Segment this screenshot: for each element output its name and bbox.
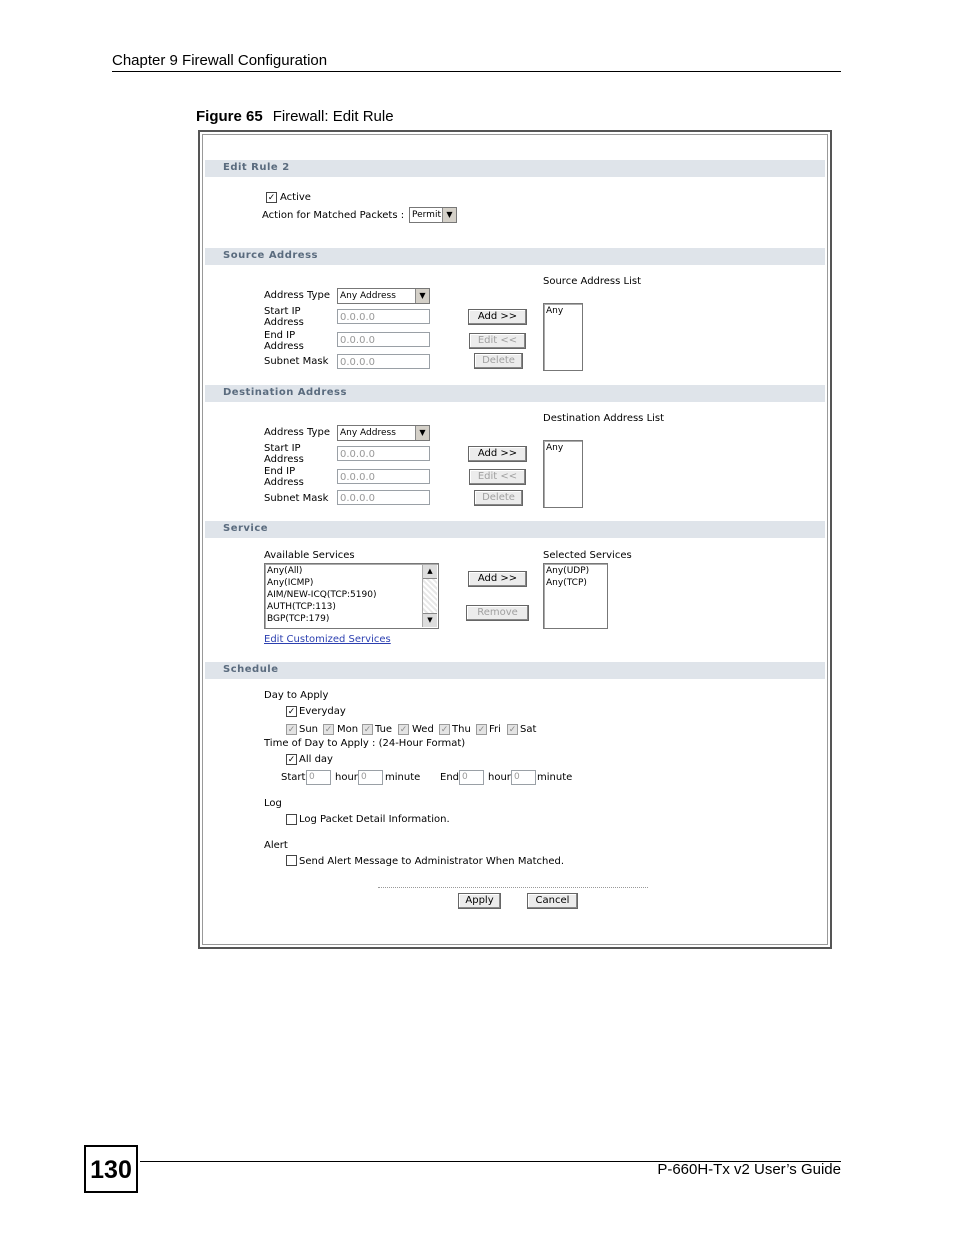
dst-start-ip-input[interactable]: 0.0.0.0 <box>337 446 430 461</box>
source-list-label: Source Address List <box>543 276 642 287</box>
dst-address-type-select[interactable] <box>337 425 430 441</box>
alert-option-label: Send Alert Message to Administrator When Matched. <box>299 856 565 867</box>
end-hour-label: hour <box>488 772 511 783</box>
section-schedule <box>205 662 825 679</box>
thu-checkbox[interactable]: ✓ <box>440 724 449 734</box>
action-label: Action for Matched Packets : <box>262 210 405 221</box>
figure-title: Firewall: Edit Rule <box>272 108 394 125</box>
src-address-type-value: Any Address <box>340 291 396 301</box>
section-title: Edit Rule 2 <box>223 162 290 173</box>
action-select[interactable] <box>409 207 457 223</box>
src-address-type-select[interactable] <box>337 288 430 304</box>
destination-address-list[interactable] <box>543 440 583 508</box>
sun-checkbox[interactable]: ✓ <box>287 724 296 734</box>
src-address-type-label: Address Type <box>264 290 330 301</box>
mon-label: Mon <box>337 724 359 735</box>
end-label: End <box>440 772 460 783</box>
active-checkbox[interactable]: ✓ <box>267 192 276 202</box>
list-item[interactable]: BGP(TCP:179) <box>267 614 330 624</box>
fri-checkbox[interactable]: ✓ <box>477 724 486 734</box>
list-item[interactable]: Any(ICMP) <box>267 578 314 588</box>
dst-subnet-mask-label: Subnet Mask <box>264 493 329 504</box>
sat-checkbox[interactable]: ✓ <box>508 724 517 734</box>
service-remove-button[interactable]: Remove <box>466 605 529 621</box>
figure-label: Figure 65 <box>196 108 263 125</box>
src-add-button[interactable]: Add >> <box>468 309 527 325</box>
list-item[interactable]: AUTH(TCP:113) <box>267 602 336 612</box>
src-subnet-mask-label: Subnet Mask <box>264 356 329 367</box>
time-of-day-label: Time of Day to Apply : (24-Hour Format) <box>264 738 466 749</box>
cancel-button[interactable]: Cancel <box>527 893 578 909</box>
available-services-list[interactable] <box>264 563 439 629</box>
selected-services-label: Selected Services <box>543 550 632 561</box>
chevron-down-icon: ▼ <box>415 426 429 440</box>
apply-button[interactable]: Apply <box>458 893 501 909</box>
log-checkbox[interactable] <box>286 814 297 825</box>
start-minute-label: minute <box>385 772 421 783</box>
end-hour-input[interactable]: 0 <box>459 770 484 785</box>
allday-checkbox[interactable]: ✓ <box>287 754 296 764</box>
figure-caption <box>196 108 394 125</box>
thu-label: Thu <box>452 724 471 735</box>
dst-end-ip-input[interactable]: 0.0.0.0 <box>337 469 430 484</box>
sun-label: Sun <box>299 724 319 735</box>
source-address-list[interactable] <box>543 303 583 371</box>
scroll-up-icon[interactable]: ▲ <box>423 565 437 579</box>
edit-customized-services-link[interactable]: Edit Customized Services <box>264 634 391 645</box>
tue-checkbox[interactable]: ✓ <box>363 724 372 734</box>
available-services-label: Available Services <box>264 550 355 561</box>
src-edit-button[interactable]: Edit << <box>469 333 526 349</box>
scroll-down-icon[interactable]: ▼ <box>423 613 437 627</box>
section-service <box>205 521 825 538</box>
src-start-ip-input[interactable]: 0.0.0.0 <box>337 309 430 324</box>
everyday-checkbox[interactable]: ✓ <box>287 706 296 716</box>
section-title: Destination Address <box>223 387 347 398</box>
alert-label: Alert <box>264 840 288 851</box>
dst-address-type-value: Any Address <box>340 428 396 438</box>
allday-label: All day <box>299 754 333 765</box>
chevron-down-icon: ▼ <box>442 208 456 222</box>
sat-label: Sat <box>520 724 537 735</box>
dst-delete-button[interactable]: Delete <box>474 490 523 506</box>
end-minute-input[interactable]: 0 <box>511 770 536 785</box>
src-end-ip-input[interactable]: 0.0.0.0 <box>337 332 430 347</box>
section-destination-address <box>205 385 825 402</box>
dst-address-type-label: Address Type <box>264 427 330 438</box>
list-item[interactable]: AIM/NEW-ICQ(TCP:5190) <box>267 590 377 600</box>
log-label: Log <box>264 798 282 809</box>
list-item[interactable]: Any(All) <box>267 566 303 576</box>
list-item[interactable]: Any <box>546 306 564 316</box>
dst-add-button[interactable]: Add >> <box>468 446 527 462</box>
dst-start-ip-label: Start IP Address <box>264 443 304 465</box>
scrollbar[interactable] <box>422 565 437 627</box>
dst-edit-button[interactable]: Edit << <box>469 469 526 485</box>
wed-checkbox[interactable]: ✓ <box>399 724 408 734</box>
selected-services-list[interactable] <box>543 563 608 629</box>
alert-checkbox[interactable] <box>286 855 297 866</box>
dst-end-ip-label: End IP Address <box>264 466 304 488</box>
list-item[interactable]: Any(UDP) <box>546 566 590 576</box>
everyday-label: Everyday <box>299 706 346 717</box>
destination-list-label: Destination Address List <box>543 413 665 424</box>
list-item[interactable]: Any(TCP) <box>546 578 587 588</box>
dst-subnet-mask-input[interactable]: 0.0.0.0 <box>337 490 430 505</box>
page-number: 130 <box>84 1145 138 1193</box>
start-hour-input[interactable]: 0 <box>306 770 331 785</box>
active-label: Active <box>280 192 311 203</box>
service-add-button[interactable]: Add >> <box>468 571 527 587</box>
section-title: Service <box>223 523 269 534</box>
end-minute-label: minute <box>537 772 573 783</box>
section-edit-rule <box>205 160 825 177</box>
section-title: Schedule <box>223 664 279 675</box>
list-item[interactable]: Any <box>546 443 564 453</box>
guide-title: P-660H-Tx v2 User’s Guide <box>657 1161 841 1178</box>
section-title: Source Address <box>223 250 318 261</box>
src-end-ip-label: End IP Address <box>264 330 304 352</box>
fri-label: Fri <box>489 724 501 735</box>
header-rule <box>112 71 841 72</box>
src-subnet-mask-input[interactable]: 0.0.0.0 <box>337 354 430 369</box>
day-to-apply-label: Day to Apply <box>264 690 329 701</box>
divider <box>378 887 648 888</box>
start-minute-input[interactable]: 0 <box>358 770 383 785</box>
chevron-down-icon: ▼ <box>415 289 429 303</box>
start-hour-label: hour <box>335 772 358 783</box>
start-label: Start <box>281 772 306 783</box>
log-option-label: Log Packet Detail Information. <box>299 814 450 825</box>
tue-label: Tue <box>375 724 393 735</box>
chapter-header: Chapter 9 Firewall Configuration <box>112 52 328 69</box>
mon-checkbox[interactable]: ✓ <box>324 724 333 734</box>
section-source-address <box>205 248 825 265</box>
wed-label: Wed <box>412 724 434 735</box>
src-start-ip-label: Start IP Address <box>264 306 304 328</box>
action-value: Permit <box>412 210 441 220</box>
src-delete-button[interactable]: Delete <box>474 353 523 369</box>
